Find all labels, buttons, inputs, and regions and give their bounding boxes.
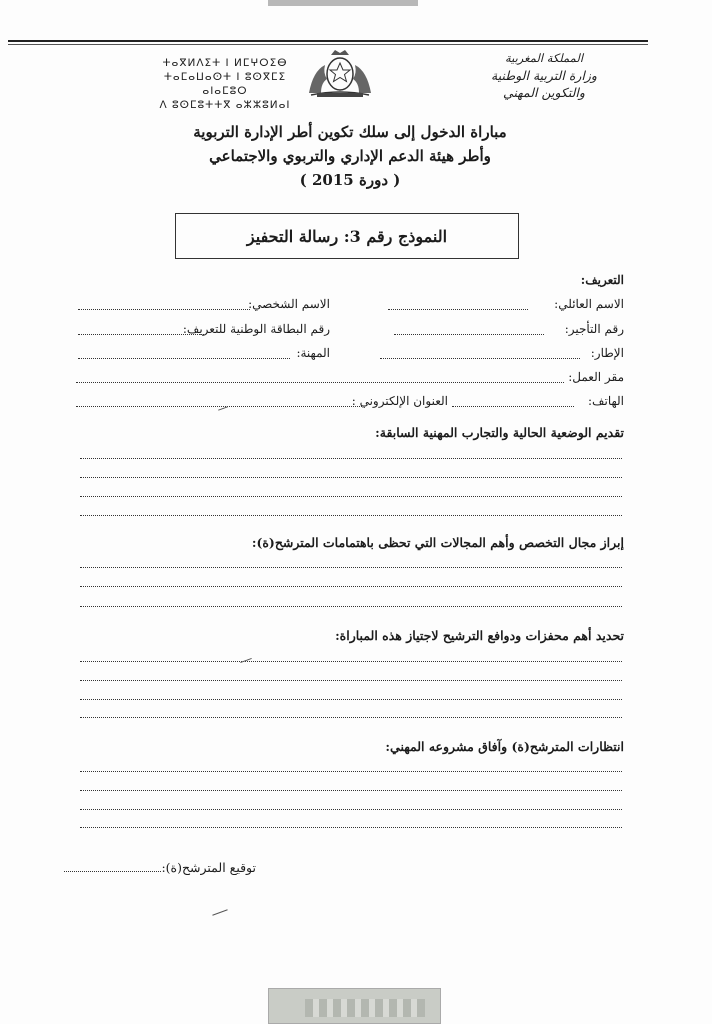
workplace-field[interactable] bbox=[76, 382, 564, 383]
ministry-label: وزارة التربية الوطنية bbox=[491, 68, 597, 83]
answer-line[interactable] bbox=[80, 790, 622, 791]
candidate-signature[interactable] bbox=[60, 860, 256, 875]
answer-line[interactable] bbox=[80, 606, 622, 607]
exam-session: ( دورة 2015 ) bbox=[299, 171, 401, 189]
answer-line[interactable] bbox=[80, 827, 622, 828]
exam-title-line2: وأطر هيئة الدعم الإداري والتربوي والاجتماعي bbox=[209, 147, 491, 165]
moroccan-coat-of-arms-icon bbox=[303, 47, 377, 99]
answer-line[interactable] bbox=[80, 567, 622, 568]
answer-line[interactable] bbox=[80, 496, 622, 497]
answer-line[interactable] bbox=[80, 680, 622, 681]
stray-pen-mark bbox=[212, 909, 227, 915]
kingdom-label-tifinagh: ⵜⴰⴳⵍⴷⵉⵜ ⵏ ⵍⵎⵖⵔⵉⴱ bbox=[162, 57, 288, 69]
answer-line[interactable] bbox=[80, 586, 622, 587]
model-title-box bbox=[175, 213, 519, 259]
profession-label: المهنة: bbox=[296, 346, 330, 360]
answer-line[interactable] bbox=[80, 661, 622, 662]
phone-field[interactable] bbox=[452, 406, 574, 407]
section-expectations-heading: انتظارات المترشح(ة) وآفاق مشروعه المهني: bbox=[385, 739, 624, 754]
answer-line[interactable] bbox=[80, 515, 622, 516]
section-current-situation-heading: تقديم الوضعية الحالية والتجارب المهنية السابقة: bbox=[375, 425, 624, 440]
answer-line[interactable] bbox=[80, 699, 622, 700]
header-rule bbox=[8, 40, 648, 42]
exam-title-line1: مباراة الدخول إلى سلك تكوين أطر الإدارة التربوية bbox=[193, 123, 507, 141]
signature-field[interactable] bbox=[64, 861, 161, 872]
model-title: النموذج رقم 3: رسالة التحفيز bbox=[246, 226, 448, 246]
answer-line[interactable] bbox=[80, 771, 622, 772]
email-label: العنوان الإلكتروني : bbox=[351, 394, 448, 408]
phone-label: الهاتف: bbox=[588, 394, 624, 408]
workplace-label: مقر العمل: bbox=[568, 370, 624, 384]
national-id-label: رقم البطاقة الوطنية للتعريف: bbox=[182, 322, 330, 336]
first-name-label: الاسم الشخصي: bbox=[248, 297, 330, 311]
ministry-label-tifinagh: ⵜⴰⵎⴰⵡⴰⵙⵜ ⵏ ⵓⵙⴳⵎⵉ ⴰⵏⴰⵎⵓⵔ bbox=[163, 71, 287, 97]
answer-line[interactable] bbox=[80, 809, 622, 810]
grade-field[interactable] bbox=[380, 358, 580, 359]
header-rule-thin bbox=[8, 44, 648, 45]
national-id-field[interactable] bbox=[78, 334, 206, 335]
registration-number-field[interactable] bbox=[394, 334, 544, 335]
answer-line[interactable] bbox=[80, 477, 622, 478]
ministry-header-arabic bbox=[464, 50, 624, 101]
scan-artifact-top bbox=[268, 0, 418, 6]
signature-label: توقيع المترشح(ة): bbox=[161, 860, 256, 875]
registration-number-label: رقم التأجير: bbox=[564, 322, 624, 336]
kingdom-label: المملكة المغربية bbox=[504, 51, 584, 65]
exam-title bbox=[100, 120, 600, 192]
ministry-label-tifinagh-cont: ⴷ ⵓⵙⵎⵓⵜⵜⴳ ⴰⵣⵣⵓⵍⴰⵏ bbox=[159, 99, 291, 111]
ministry-header-tifinagh bbox=[150, 56, 300, 112]
answer-line[interactable] bbox=[80, 717, 622, 718]
section-specialization-heading: إبراز مجال التخصص وأهم المجالات التي تحظى باهتمامات المترشح(ة): bbox=[251, 535, 624, 550]
profession-field[interactable] bbox=[78, 358, 290, 359]
first-name-field[interactable] bbox=[78, 309, 250, 310]
scan-artifact-bottom bbox=[268, 988, 441, 1024]
email-field[interactable] bbox=[76, 406, 362, 407]
family-name-label: الاسم العائلي: bbox=[554, 297, 624, 311]
section-motivations-heading: تحديد أهم محفزات ودوافع الترشيح لاجتياز هذه المباراة: bbox=[335, 628, 624, 643]
grade-label: الإطار: bbox=[590, 346, 624, 360]
answer-line[interactable] bbox=[80, 458, 622, 459]
ministry-label-cont: والتكوين المهني bbox=[503, 85, 585, 100]
identity-heading: التعريف: bbox=[580, 273, 624, 287]
family-name-field[interactable] bbox=[388, 309, 528, 310]
